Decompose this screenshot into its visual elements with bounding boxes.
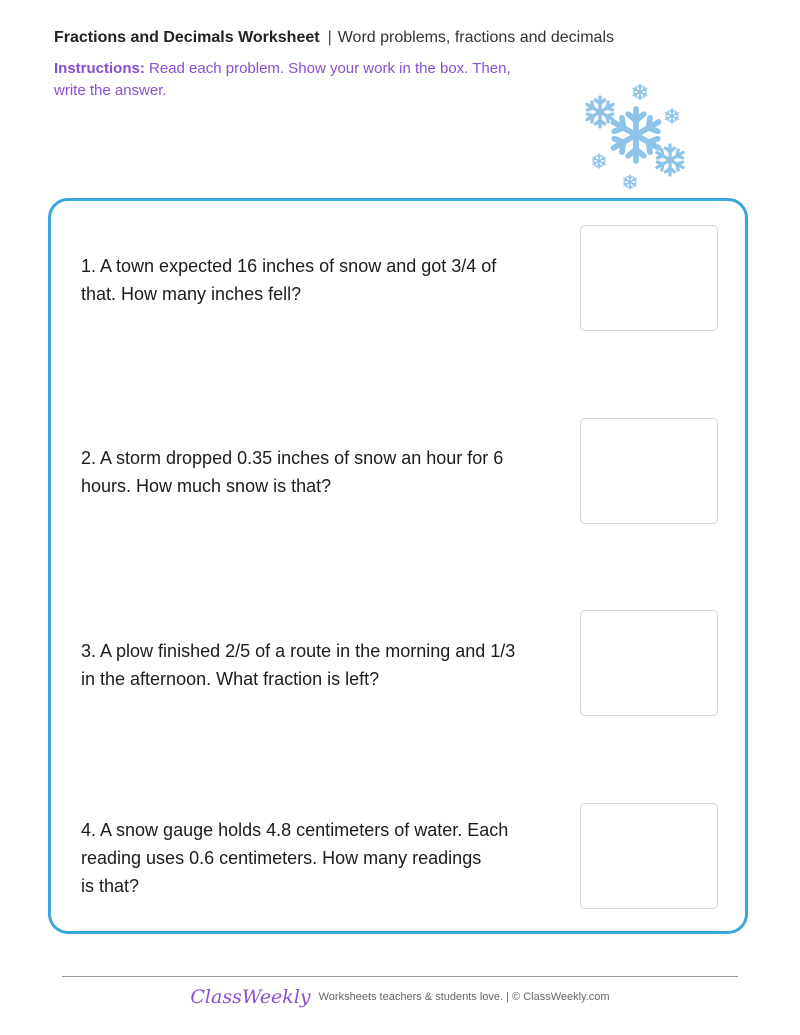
problem-1 <box>81 252 551 308</box>
problem-1-line-2: that. How many inches fell? <box>81 284 302 304</box>
answer-box-2[interactable] <box>580 418 718 524</box>
instructions-text-1: Read each problem. Show your work in the box. Then, <box>149 60 511 77</box>
problem-4-line-3: is that? <box>81 876 140 896</box>
problem-2-line-2: hours. How much snow is that? <box>81 476 332 496</box>
footer-divider <box>62 976 738 977</box>
problem-3 <box>81 637 551 693</box>
instructions-line-1 <box>54 58 534 80</box>
answer-box-3[interactable] <box>580 610 718 716</box>
problem-1-line-1: 1. A town expected 16 inches of snow and got 3/4 of <box>81 256 497 276</box>
brand-logo: ClassWeekly <box>190 986 311 1008</box>
instructions <box>54 58 534 102</box>
problem-3-line-2: in the afternoon. What fraction is left? <box>81 669 380 689</box>
footer <box>0 986 800 1016</box>
problem-3-line-1: 3. A plow finished 2/5 of a route in the morning and 1/3 <box>81 641 516 661</box>
problem-2 <box>81 444 551 500</box>
problem-4-line-1: 4. A snow gauge holds 4.8 centimeters of water. Each <box>81 820 509 840</box>
worksheet-title: Fractions and Decimals Worksheet <box>54 29 320 46</box>
worksheet-header <box>54 28 760 48</box>
problem-2-line-1: 2. A storm dropped 0.35 inches of snow an hour for 6 <box>81 448 504 468</box>
footer-tagline: Worksheets teachers & students love. | © ClassWeekly.com <box>318 991 610 1003</box>
header-separator: | <box>327 29 332 46</box>
instructions-label: Instructions: <box>54 60 145 77</box>
snowflakes-icon <box>578 80 694 195</box>
answer-box-4[interactable] <box>580 803 718 909</box>
problem-4-line-2: reading uses 0.6 centimeters. How many readings <box>81 848 482 868</box>
instructions-text-2: write the answer. <box>54 82 167 99</box>
problem-4 <box>81 816 551 900</box>
answer-box-1[interactable] <box>580 225 718 331</box>
worksheet-subtitle: Word problems, fractions and decimals <box>337 29 614 46</box>
